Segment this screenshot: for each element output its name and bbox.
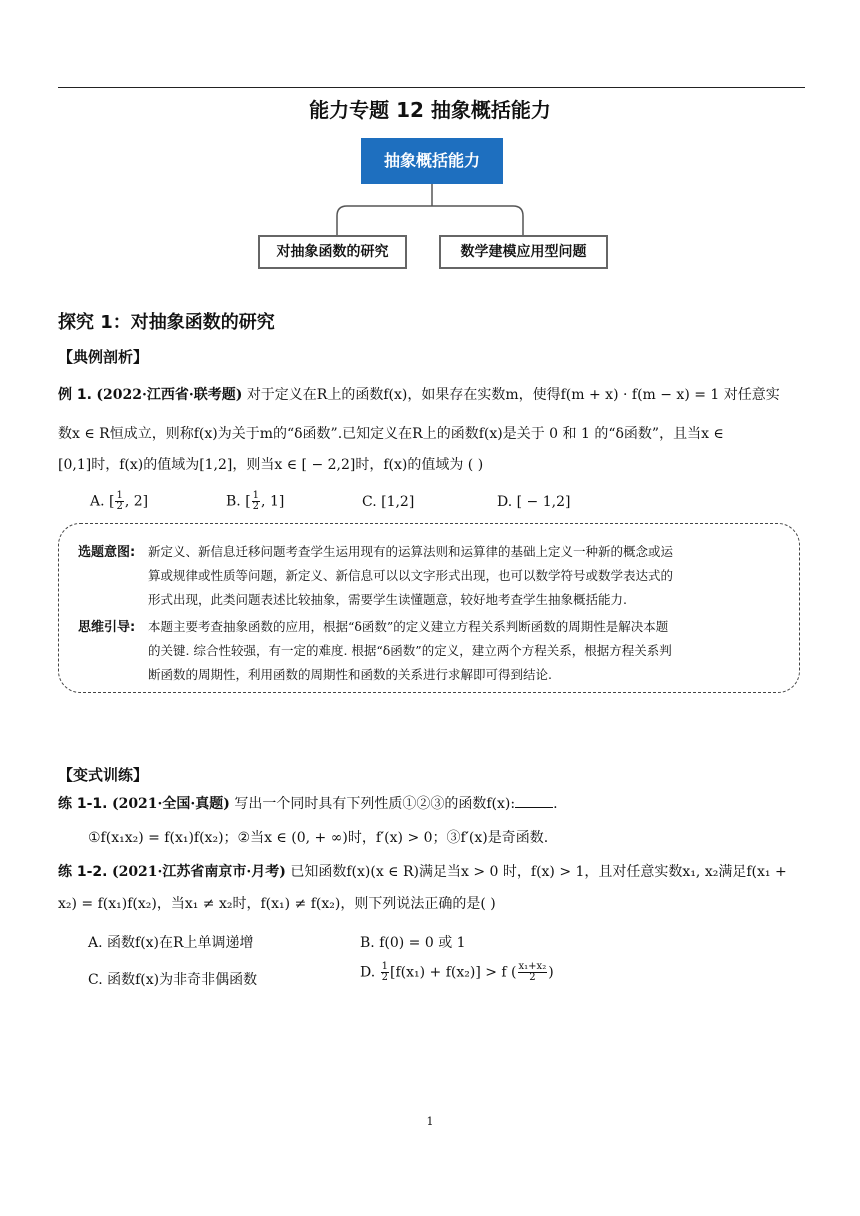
guide-text: 本题主要考查抽象函数的应用，根据“δ函数”的定义建立方程关系判断函数的周期性是解决本题 的关键. 综合性较强，有一定的难度. 根据“δ函数”的定义，建立两个方程关系，根据方程关系判 断函数的周期性，利用函数的周期性和函数的关系进行求解即可得到结论. [148,619,672,682]
exercise-1-2-line1: 练 1-2. (2021·江苏省南京市·月考) 已知函数f(x)(x ∈ R)满足当x > 0 时，f(x) > 1，且对任意实数x₁, x₂满足f(x₁ + [58,864,787,880]
page-number: 1 [426,1115,434,1128]
example1-label: 例 1. [58,387,92,403]
diagram-right-box: 数学建模应用型问题 [439,235,608,269]
guide-label: 思维引导: [78,620,136,635]
intent-label: 选题意图: [78,545,136,560]
exercise-1-2-line2: x₂) = f(x₁)f(x₂)，当x₁ ≠ x₂时，f(x₁) ≠ f(x₂)，则下列说法正确的是( ) [58,896,496,912]
exercise-1-1: 练 1-1. (2021·全国·真题) 写出一个同时具有下列性质①②③的函数f(x): . [58,796,558,812]
fraction: $\frac{1}{2}$ [252,490,260,512]
example1-line3: [0,1]时，f(x)的值域为[1,2]，则当x ∈ [ − 2,2]时，f(x)的值域为 ( ) [58,457,484,473]
intent-text: 新定义、新信息迁移问题考查学生运用现有的运算法则和运算律的基础上定义一种新的概念或运 算或规律或性质等问题，新定义、新信息可以以文字形式出现，也可以数学符号或数学表达式的 形式出现，此类问题表述比较抽象，需要学生读懂题意，较好地考查学生抽象概括能力. [148,544,674,607]
option-b[interactable]: B. [ $\frac{1}{2}$ , 1] [226,490,285,512]
option-d[interactable]: D. [ − 1,2] [497,494,571,510]
page-title: 能力专题 12 抽象概括能力 [309,98,551,122]
diagram-connectors [0,0,860,300]
variant-heading: 【变式训练】 [58,766,149,784]
example1-text1: 对于定义在R上的函数f(x)，如果存在实数m，使得f(m + x) · f(m − x) = 1 对任意实 [246,387,780,403]
exercise-1-2-option-c[interactable]: C. 函数f(x)为非奇非偶函数 [88,972,258,988]
answer-blank[interactable] [515,795,553,808]
example1-line2: 数x ∈ R恒成立，则称f(x)为关于m的“δ函数”.已知定义在R上的函数f(x)是关于 0 和 1 的“δ函数”，且当x ∈ [58,426,724,442]
fraction: $\frac{\text{x₁+x₂}}{2}$ [518,961,547,983]
diagram-left-box: 对抽象函数的研究 [258,235,407,269]
example1-source: (2022·江西省·联考题) [96,387,243,403]
exercise-1-2-option-b[interactable]: B. f(0) = 0 或 1 [360,935,466,951]
example-heading: 【典例剖析】 [58,348,149,366]
section-heading: 探究 1：对抽象函数的研究 [58,312,275,333]
exercise-1-2-option-d[interactable]: D. $\frac{1}{2}$ [f(x₁) + f(x₂)] > f ( $\frac{\text{x₁+x₂}}{2}$ ) [360,961,554,983]
example1-line1 [58,385,780,405]
exercise-1-2-option-a[interactable]: A. 函数f(x)在R上单调递增 [88,935,254,951]
fraction: $\frac{1}{2}$ [381,961,389,983]
option-c[interactable]: C. [1,2] [362,494,415,510]
option-a[interactable]: A. [ $\frac{1}{2}$ , 2] [90,490,149,512]
exercise-1-1-properties: ①f(x₁x₂) = f(x₁)f(x₂)；②当x ∈ (0, + ∞)时，f′(x) > 0；③f′(x)是奇函数. [88,830,549,846]
fraction: $\frac{1}{2}$ [116,490,123,512]
diagram-root-box: 抽象概括能力 [361,138,503,184]
